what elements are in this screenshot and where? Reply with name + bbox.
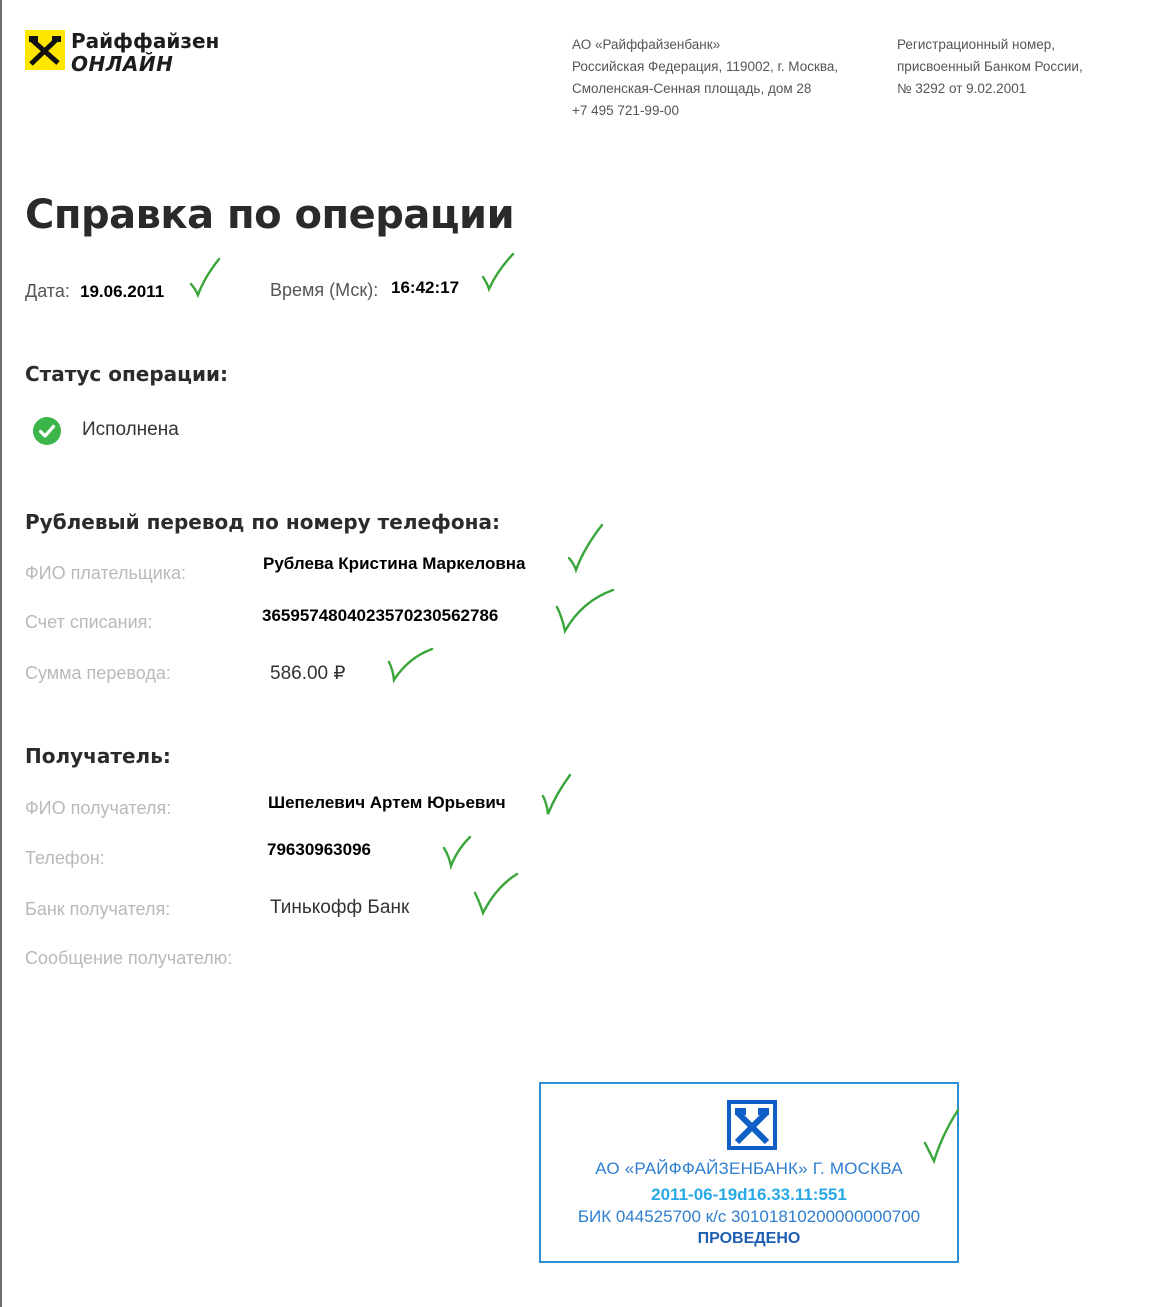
handwritten-check-icon: [566, 522, 606, 574]
time-value: 16:42:17: [391, 278, 460, 297]
stamp-transaction-id: 2011-06-19d16.33.11:551: [651, 1185, 847, 1204]
stamp-bik: БИК 044525700 к/с 30101810200000000700: [577, 1207, 921, 1226]
logo-line1: Райффайзен: [71, 29, 220, 53]
registration-info: [897, 34, 1083, 100]
payer-label: ФИО плательщика:: [25, 563, 186, 583]
recipient-bank-value: Тинькофф Банк: [270, 897, 410, 918]
message-label: Сообщение получателю:: [25, 948, 233, 968]
account-label: Счет списания:: [25, 612, 153, 632]
handwritten-check-icon: [386, 646, 436, 684]
transfer-heading: Рублевый перевод по номеру телефона:: [25, 510, 500, 534]
page-left-border: [0, 0, 2, 1307]
bank-address-line: АО «Райффайзенбанк»: [572, 37, 721, 52]
phone-label: Телефон:: [25, 848, 105, 868]
account-value: 36595748040235702305627​86: [262, 606, 499, 625]
handwritten-check-icon: [480, 251, 516, 293]
handwritten-check-icon: [922, 1107, 962, 1165]
amount-value: 586.00 ₽: [270, 663, 346, 684]
check-circle-icon: [32, 416, 62, 446]
status-heading: Статус операции:: [25, 362, 228, 386]
recipient-name-label: ФИО получателя:: [25, 798, 172, 818]
handwritten-check-icon: [554, 587, 616, 635]
handwritten-check-icon: [472, 871, 520, 917]
bank-address-line: Российская Федерация, 119002, г. Москва,: [572, 59, 839, 74]
stamp-bank-name: АО «РАЙФФАЙЗЕНБАНК» Г. МОСКВА: [595, 1159, 903, 1178]
logo-line2: ОНЛАЙН: [71, 52, 174, 76]
stamp-logo-icon: [727, 1100, 777, 1150]
recipient-name-value: Шепелевич Артем Юрьевич: [268, 793, 506, 812]
date-label: Дата:: [25, 281, 70, 301]
handwritten-check-icon: [441, 834, 473, 870]
stamp-status: ПРОВЕДЕНО: [697, 1230, 801, 1247]
amount-label: Сумма перевода:: [25, 663, 171, 683]
handwritten-check-icon: [540, 772, 574, 818]
payer-value: Рублева Кристина Маркеловна: [263, 554, 526, 573]
bank-address-line: Смоленская-Сенная площадь, дом 28: [572, 81, 812, 96]
registration-line: Регистрационный номер,: [897, 37, 1056, 52]
time-label: Время (Мск):: [270, 280, 379, 300]
bank-address-line: +7 495 721-99-00: [572, 103, 679, 118]
bank-address: [572, 34, 838, 122]
phone-value: 79630963096: [267, 840, 372, 859]
recipient-heading: Получатель:: [25, 744, 171, 768]
registration-line: № 3292 от 9.02.2001: [897, 81, 1027, 96]
raiffeisen-logo: [25, 30, 219, 76]
handwritten-check-icon: [188, 256, 222, 298]
logo-wordmark: [71, 30, 219, 76]
registration-line: присвоенный Банком России,: [897, 59, 1083, 74]
recipient-bank-label: Банк получателя:: [25, 899, 171, 919]
bank-stamp: [539, 1082, 959, 1263]
page-title: Справка по операции: [25, 192, 515, 238]
raiffeisen-logo-icon: [25, 30, 65, 70]
status-value: Исполнена: [82, 419, 179, 440]
date-value: 19.06.2011: [80, 282, 165, 301]
